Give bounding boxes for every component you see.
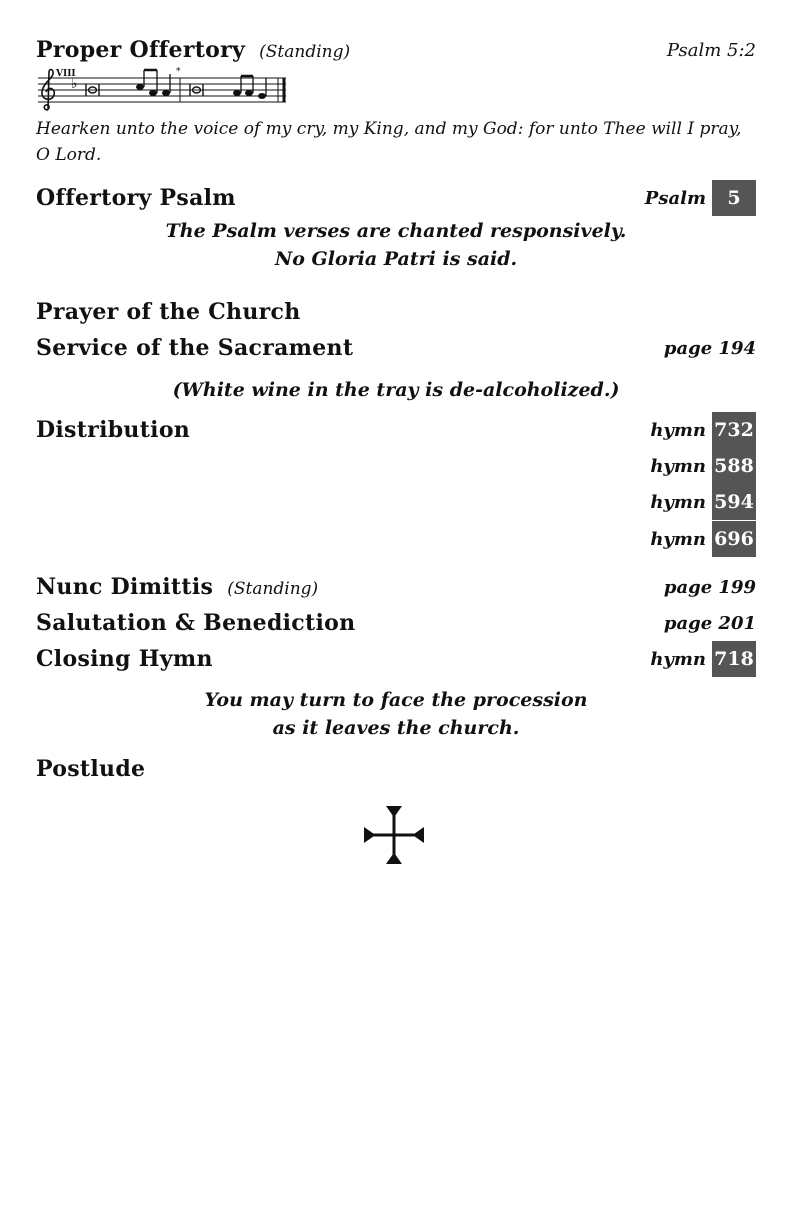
proper-offertory-reference: Psalm 5:2 xyxy=(666,39,756,61)
distribution-hymn-row xyxy=(36,521,756,557)
sacrament-title: Service of the Sacrament xyxy=(36,335,354,361)
sacrament-note xyxy=(36,376,756,404)
hymn-label: hymn xyxy=(650,455,706,477)
benediction-title: Salutation & Benediction xyxy=(36,610,356,636)
procession-instruction-line: as it leaves the church. xyxy=(272,717,520,739)
prayer-title: Prayer of the Church xyxy=(36,299,301,325)
svg-text:♭: ♭ xyxy=(71,76,78,92)
svg-text:VIII: VIII xyxy=(56,69,76,79)
psalm-instruction-line: The Psalm verses are chanted responsively. xyxy=(165,220,627,242)
prayer-row xyxy=(36,294,756,330)
proper-offertory-note: (Standing) xyxy=(259,42,351,62)
hymn-label: hymn xyxy=(650,528,706,550)
proper-offertory-title: Proper Offertory xyxy=(36,37,246,63)
benediction-row xyxy=(36,605,756,641)
psalm-number: 5 xyxy=(712,180,756,216)
sacrament-row xyxy=(36,330,756,366)
proper-offertory-heading xyxy=(36,37,350,63)
closing-hymn-row xyxy=(36,641,756,677)
proper-offertory-row xyxy=(36,32,756,68)
offertory-verse: Hearken unto the voice of my cry, my King, and my God: for unto Thee will I pray, O Lord. xyxy=(36,119,742,165)
offertory-psalm-title: Offertory Psalm xyxy=(36,185,236,211)
nunc-dimittis-reference: page 199 xyxy=(663,576,756,598)
hymn-label: hymn xyxy=(650,648,706,670)
hymn-number: 594 xyxy=(712,484,756,520)
hymn-number: 588 xyxy=(712,448,756,484)
cross-pattee-icon xyxy=(364,806,424,864)
distribution-hymn-row xyxy=(36,484,756,520)
procession-instructions xyxy=(36,686,756,742)
postlude-title: Postlude xyxy=(36,756,146,782)
sacrament-reference: page 194 xyxy=(663,337,756,359)
sacrament-note-line: (White wine in the tray is de-alcoholized.) xyxy=(172,379,620,401)
nunc-dimittis-heading xyxy=(36,574,318,600)
hymn-number: 732 xyxy=(712,412,756,448)
hymn-number: 718 xyxy=(712,641,756,677)
procession-instruction-line: You may turn to face the procession xyxy=(204,689,588,711)
chant-staff-icon xyxy=(36,66,290,114)
closing-hymn-title: Closing Hymn xyxy=(36,646,213,672)
hymn-label: hymn xyxy=(650,491,706,513)
hymn-number: 696 xyxy=(712,521,756,557)
psalm-instructions xyxy=(36,217,756,273)
distribution-hymn-row xyxy=(36,448,756,484)
distribution-row xyxy=(36,412,756,448)
distribution-title: Distribution xyxy=(36,417,191,443)
postlude-row xyxy=(36,751,756,787)
nunc-dimittis-row xyxy=(36,569,756,605)
psalm-instruction-line: No Gloria Patri is said. xyxy=(274,248,518,270)
offertory-psalm-row xyxy=(36,180,756,216)
svg-text:*: * xyxy=(176,67,181,77)
psalm-label: Psalm xyxy=(644,187,706,209)
nunc-dimittis-note: (Standing) xyxy=(227,579,319,599)
benediction-reference: page 201 xyxy=(663,612,756,634)
nunc-dimittis-title: Nunc Dimittis xyxy=(36,574,214,600)
hymn-label: hymn xyxy=(650,419,706,441)
